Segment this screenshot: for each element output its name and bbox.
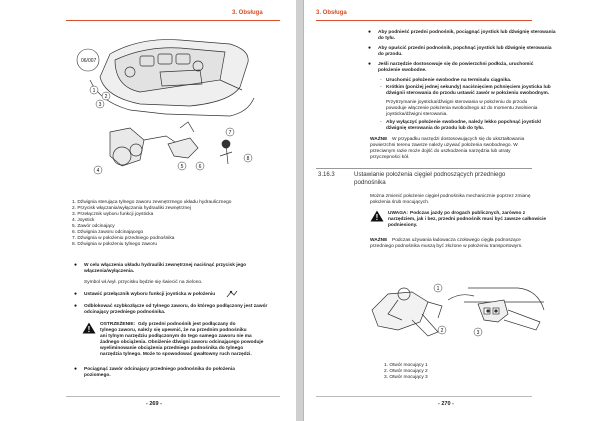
intro-line-2: położenia śrub mocujących. bbox=[370, 200, 430, 205]
left-page bbox=[0, 0, 297, 421]
sub-bullet-marker: - bbox=[380, 85, 382, 90]
lift-link-figure bbox=[368, 270, 548, 350]
figure-callouts bbox=[70, 32, 270, 182]
bullet-1-line-1: Aby podnieść przedni podnośnik, pociągnąć joystick lub dźwignię sterowania bbox=[378, 30, 556, 35]
hold-note-line-2: powoduje włączenie położenia swobodnego aż do momentu zwolnienia bbox=[386, 106, 538, 111]
warning-line-6: narzędzia tylnego. Może to spowodować gwałtowny ruch narzędzi. bbox=[100, 352, 252, 357]
legend-item-1: 1. Dźwignia sterująca tylnego zaworu zewnętrznego układu hydraulicznego bbox=[72, 200, 232, 205]
legend-item-3: 3. Przełącznik wyboru funkcji joysticka bbox=[72, 212, 154, 217]
step-3-line-2: odcinający przedniego podnośnika. bbox=[84, 310, 166, 315]
bullet-1-line-2: do tyłu. bbox=[378, 36, 396, 41]
callout-5: 5 bbox=[180, 164, 184, 170]
joystick-mode-icon bbox=[225, 289, 239, 299]
step-1-line-2: włączenia/wyłączenia. bbox=[84, 269, 135, 274]
svg-text:!: ! bbox=[87, 325, 91, 334]
step-bullet: ● bbox=[74, 262, 78, 268]
bullet-3-line-1: Jeśli narzędzie dostosowuje się do powierzchni podłoża, uruchomić bbox=[378, 62, 534, 67]
important-label: WAŻNE bbox=[370, 238, 388, 243]
note-line-3: przeciwnym razie może dojść do uszkodzenia narzędzia lub utraty bbox=[370, 149, 511, 154]
important-line-2: przedniego podnośnika muszą być złożone w położeniu transportowym. bbox=[370, 244, 523, 249]
warning-line-3: ani tylnym narzędziu podłączonym do tego samego zaworu nie ma bbox=[100, 334, 252, 339]
sub-bullet-3-line-1: Aby wyłączyć położenie swobodne, należy lekko popchnąć joystick/ bbox=[386, 120, 542, 125]
sub-bullet-2-line-2: dźwignii sterowania do przodu ustawić zawór w położeniu swobodnym. bbox=[386, 91, 550, 96]
warning-line-5: wyeliminowanie obciążenia przedniego podnośnika do tylnego bbox=[100, 346, 244, 351]
section-title-line-2: podnośnika bbox=[354, 178, 386, 186]
page-number: - 270 - bbox=[438, 401, 454, 407]
hold-note-line-1: Przytrzymanie joysticka/dźwigni sterowania w położeniu do przodu bbox=[386, 100, 528, 105]
warning-label: OSTRZEŻENIE: bbox=[100, 322, 136, 327]
legend-item-6: 6. Dźwignia zaworu odcinającego bbox=[72, 230, 144, 235]
page-header-title: 3. Obsługa bbox=[316, 10, 347, 16]
note-line-2: powierzchni terenu zawsze należy używać położenia swobodnego. W bbox=[370, 143, 518, 148]
intro-line-1: Można zmienić położenie cięgieł podnośnika mechanicznie poprzez zmianę bbox=[370, 194, 531, 199]
caution-line-1: Podczas jazdy po drogach publicznych, zarówno z bbox=[410, 211, 526, 216]
figure-badge: 06/007 bbox=[81, 58, 97, 64]
section-rule bbox=[316, 168, 532, 169]
step-bullet: ● bbox=[74, 303, 78, 309]
step-3-line-1: Odblokować szybkozłącze od tylnego zaworu, do którego podłączony jest zawór bbox=[84, 304, 268, 309]
sub-bullet-marker: - bbox=[380, 120, 382, 125]
caution-icon bbox=[370, 210, 384, 222]
section-number: 3.16.3 bbox=[318, 172, 335, 178]
callout-1: 1 bbox=[92, 88, 96, 94]
bullet: ● bbox=[368, 29, 372, 35]
caution-label: UWAGA: bbox=[388, 211, 408, 216]
warning-line-1: Gdy przedni podnośnik jest podłączany do bbox=[138, 322, 236, 327]
callout-4: 4 bbox=[96, 168, 100, 174]
warning-line-4: żadnego obciążenia. Obniżenie dźwigni zaworu odcinającego powoduje bbox=[100, 340, 264, 345]
fig-callout-2: 2 bbox=[440, 328, 444, 334]
step-bullet: ● bbox=[74, 366, 78, 372]
header-rule bbox=[66, 20, 280, 21]
warning-icon bbox=[82, 322, 96, 334]
section-title-line-1: Ustawianie położenia cięgieł podnoszących przedniego bbox=[354, 171, 506, 178]
page-number: - 269 - bbox=[146, 401, 162, 407]
footer-rule bbox=[66, 396, 280, 397]
page-header-title: 3. Obsługa bbox=[232, 10, 263, 16]
note-line-1: W przypadku narzędzi dostosowujących się do ukształtowania bbox=[392, 137, 525, 142]
step-4-line-2: poziomego. bbox=[84, 373, 111, 378]
note-line-4: przyczepności kół. bbox=[370, 155, 410, 160]
warning-line-2: tylnego zaworu, należy się upewnić, że na przednim podnośniku bbox=[100, 328, 247, 333]
callout-6: 6 bbox=[198, 164, 202, 170]
bullet: ● bbox=[368, 61, 372, 67]
sub-bullet-3-line-2: dźwignię sterowania do przodu lub do tyłu. bbox=[386, 126, 485, 131]
callout-2: 2 bbox=[104, 94, 108, 100]
fig-callout-1: 1 bbox=[436, 286, 440, 292]
step-1-line-1: W celu włączenia układu hydrauliki zewnętrznej naciśnąć przycisk jego bbox=[84, 263, 247, 268]
fig-legend-3: 3. Otwór mocujący 3 bbox=[384, 375, 428, 380]
callout-3: 3 bbox=[98, 102, 102, 108]
sub-bullet-1: Uruchomić położenie swobodne na terminalu ciągnika. bbox=[386, 78, 512, 83]
callout-8: 8 bbox=[246, 156, 250, 162]
svg-text:!: ! bbox=[375, 213, 379, 222]
step-bullet: ● bbox=[74, 291, 78, 297]
fig-callout-3: 3 bbox=[476, 330, 480, 336]
legend-item-5: 5. Zawór odcinający bbox=[72, 224, 115, 229]
bullet-3-line-2: położenie swobodne. bbox=[378, 68, 427, 73]
sub-bullet-marker: - bbox=[380, 78, 382, 83]
hold-note-line-3: joysticka/dźwigni sterowania. bbox=[386, 112, 448, 117]
fig-legend-2: 2. Otwór mocujący 2 bbox=[384, 369, 428, 374]
bullet: ● bbox=[368, 45, 372, 51]
bullet-2-line-1: Aby opuścić przedni podnośnik, popchnąć joystick lub dźwignię sterowania bbox=[378, 46, 552, 51]
header-rule bbox=[316, 20, 532, 21]
legend-item-8: 8. Dźwignia w położeniu tylnego zaworu bbox=[72, 242, 158, 247]
bullet-2-line-2: do przodu. bbox=[378, 52, 403, 57]
legend-item-7: 7. Dźwignia w położeniu przedniego podnośnika bbox=[72, 236, 175, 241]
legend-item-4: 4. Joystick bbox=[72, 218, 95, 223]
footer-rule bbox=[316, 396, 532, 397]
step-4-line-1: Pociągnąć zawór odcinający przedniego podnośnika do położenia bbox=[84, 367, 235, 372]
sub-bullet-2-line-1: Krótkim (poniżej jednej sekundy) naciśnięciem pchnięciem joysticka lub bbox=[386, 85, 551, 90]
step-2-line-1: Ustawić przełącznik wyboru funkcji joysticka w położeniu bbox=[84, 292, 216, 297]
note-label: WAŻNE bbox=[370, 137, 388, 142]
fig-legend-1: 1. Otwór mocujący 1 bbox=[384, 363, 428, 368]
callout-7: 7 bbox=[228, 130, 232, 136]
legend-item-2: 2. Przycisk włączania/wyłączania hydrauliki zewnętrznej bbox=[72, 206, 191, 211]
book-gutter bbox=[296, 0, 303, 421]
step-1-note: Symbol wł./wył. przycisku będzie się świecić na zielono. bbox=[84, 280, 203, 285]
important-line-1: Podczas używania ładowacza czołowego cięgła podnoszące bbox=[392, 238, 521, 243]
caution-line-3: podniesiony. bbox=[388, 223, 418, 228]
caution-line-2: narzędziem, jak i bez, przedni podnośnik musi być zawsze całkowicie bbox=[388, 217, 547, 222]
right-page bbox=[303, 0, 600, 421]
